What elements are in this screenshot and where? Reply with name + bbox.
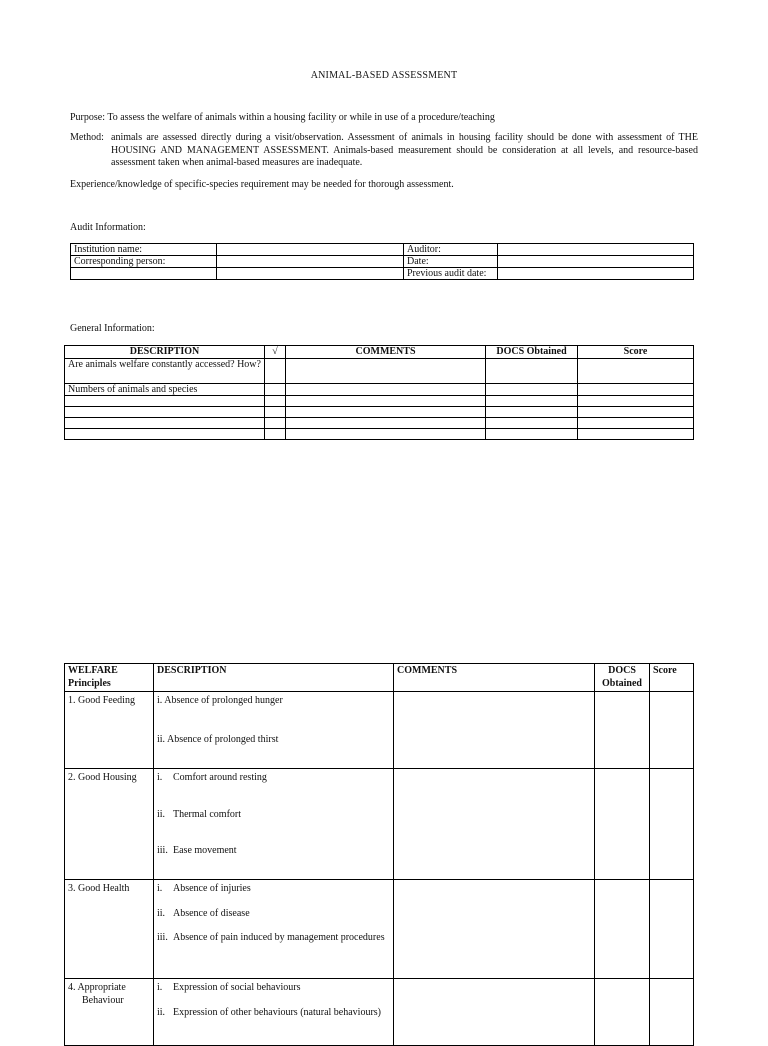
empty-cell[interactable]: [71, 268, 217, 280]
col-score: Score: [578, 346, 694, 359]
score-good-housing[interactable]: [650, 769, 694, 880]
behaviour-item-1: i. Expression of social behaviours: [157, 982, 301, 993]
table-cell[interactable]: [65, 396, 265, 407]
general-table: [64, 345, 694, 440]
col-description: DESCRIPTION: [65, 346, 265, 359]
general-row-1-score[interactable]: [578, 359, 694, 384]
table-cell[interactable]: [265, 418, 286, 429]
comments-good-health[interactable]: [394, 880, 595, 979]
table-cell[interactable]: [578, 407, 694, 418]
col-docs-obtained: DOCS Obtained: [595, 664, 650, 692]
general-row-1-docs[interactable]: [486, 359, 578, 384]
table-cell[interactable]: [265, 407, 286, 418]
col-comments: COMMENTS: [394, 664, 595, 692]
institution-value[interactable]: [217, 244, 404, 256]
table-cell[interactable]: [578, 429, 694, 440]
principle-good-health: 3. Good Health: [65, 880, 154, 979]
corresponding-value[interactable]: [217, 256, 404, 268]
table-cell[interactable]: [486, 418, 578, 429]
health-item-3: iii. Absence of pain induced by management procedures: [157, 932, 385, 943]
auditor-value[interactable]: [498, 244, 694, 256]
description-good-health: [154, 880, 394, 979]
welfare-table: [64, 663, 694, 1046]
description-good-feeding: [154, 692, 394, 769]
corresponding-label: Corresponding person:: [71, 256, 217, 268]
housing-item-3: iii. Ease movement: [157, 845, 237, 856]
previous-audit-value[interactable]: [498, 268, 694, 280]
description-good-housing: [154, 769, 394, 880]
method-label: Method:: [70, 132, 104, 143]
comments-good-feeding[interactable]: [394, 692, 595, 769]
table-cell[interactable]: [286, 407, 486, 418]
health-item-1: i. Absence of injuries: [157, 883, 251, 894]
description-appropriate-behaviour: [154, 979, 394, 1046]
table-cell[interactable]: [265, 396, 286, 407]
col-score: Score: [650, 664, 694, 692]
principle-good-housing: 2. Good Housing: [65, 769, 154, 880]
method-text: animals are assessed directly during a visit/observation. Assessment of animals in housing facility should be done with assessment of THE HOUSING AND MANAGEMENT ASSESSMENT. Animals-based measurement should be consideration at all levels, and resource-based assessment taken when animal-based measures are inadequate.: [111, 132, 698, 168]
table-cell[interactable]: [286, 396, 486, 407]
docs-good-feeding[interactable]: [595, 692, 650, 769]
col-comments: COMMENTS: [286, 346, 486, 359]
method-block: [70, 132, 698, 170]
table-cell[interactable]: [65, 407, 265, 418]
general-row-1-comments[interactable]: [286, 359, 486, 384]
table-cell[interactable]: [65, 418, 265, 429]
page-title: ANIMAL-BASED ASSESSMENT: [310, 70, 458, 81]
general-row-1-check[interactable]: [265, 359, 286, 384]
docs-good-health[interactable]: [595, 880, 650, 979]
previous-audit-label: Previous audit date:: [404, 268, 498, 280]
audit-table: [70, 243, 694, 280]
general-row-2-description: Numbers of animals and species: [65, 384, 265, 396]
health-item-2: ii. Absence of disease: [157, 907, 250, 919]
general-row-2-comments[interactable]: [286, 384, 486, 396]
col-description: DESCRIPTION: [154, 664, 394, 692]
comments-good-housing[interactable]: [394, 769, 595, 880]
auditor-label: Auditor:: [404, 244, 498, 256]
purpose-text: Purpose: To assess the welfare of animals within a housing facility or while in use of a procedure/teaching: [70, 112, 495, 123]
feeding-item-2: ii. Absence of prolonged thirst: [157, 733, 279, 745]
docs-good-housing[interactable]: [595, 769, 650, 880]
score-appropriate-behaviour[interactable]: [650, 979, 694, 1046]
general-heading: General Information:: [70, 323, 155, 334]
date-value[interactable]: [498, 256, 694, 268]
table-cell[interactable]: [486, 429, 578, 440]
housing-item-2: ii. Thermal comfort: [157, 808, 242, 820]
table-cell[interactable]: [486, 396, 578, 407]
table-cell[interactable]: [286, 429, 486, 440]
table-cell[interactable]: [578, 396, 694, 407]
general-row-2-docs[interactable]: [486, 384, 578, 396]
empty-cell[interactable]: [217, 268, 404, 280]
audit-heading: Audit Information:: [70, 222, 146, 233]
date-label: Date:: [404, 256, 498, 268]
table-cell[interactable]: [578, 418, 694, 429]
principle-good-feeding: 1. Good Feeding: [65, 692, 154, 769]
institution-label: Institution name:: [71, 244, 217, 256]
housing-item-1: i. Comfort around resting: [157, 772, 267, 783]
col-welfare-principles: WELFARE Principles: [65, 664, 154, 692]
principle-appropriate-behaviour: 4. Appropriate Behaviour: [65, 979, 154, 1046]
comments-appropriate-behaviour[interactable]: [394, 979, 595, 1046]
score-good-feeding[interactable]: [650, 692, 694, 769]
general-row-2-score[interactable]: [578, 384, 694, 396]
docs-appropriate-behaviour[interactable]: [595, 979, 650, 1046]
col-docs: DOCS Obtained: [486, 346, 578, 359]
general-row-1-description: Are animals welfare constantly accessed? How?: [65, 359, 265, 384]
feeding-item-1: i. Absence of prolonged hunger: [157, 695, 283, 706]
table-cell[interactable]: [286, 418, 486, 429]
experience-text: Experience/knowledge of specific-species requirement may be needed for thorough assessment.: [70, 179, 454, 190]
general-row-2-check[interactable]: [265, 384, 286, 396]
col-check: √: [265, 346, 286, 359]
table-cell[interactable]: [265, 429, 286, 440]
table-cell[interactable]: [486, 407, 578, 418]
score-good-health[interactable]: [650, 880, 694, 979]
table-cell[interactable]: [65, 429, 265, 440]
behaviour-item-2: ii. Expression of other behaviours (natural behaviours): [157, 1006, 381, 1018]
